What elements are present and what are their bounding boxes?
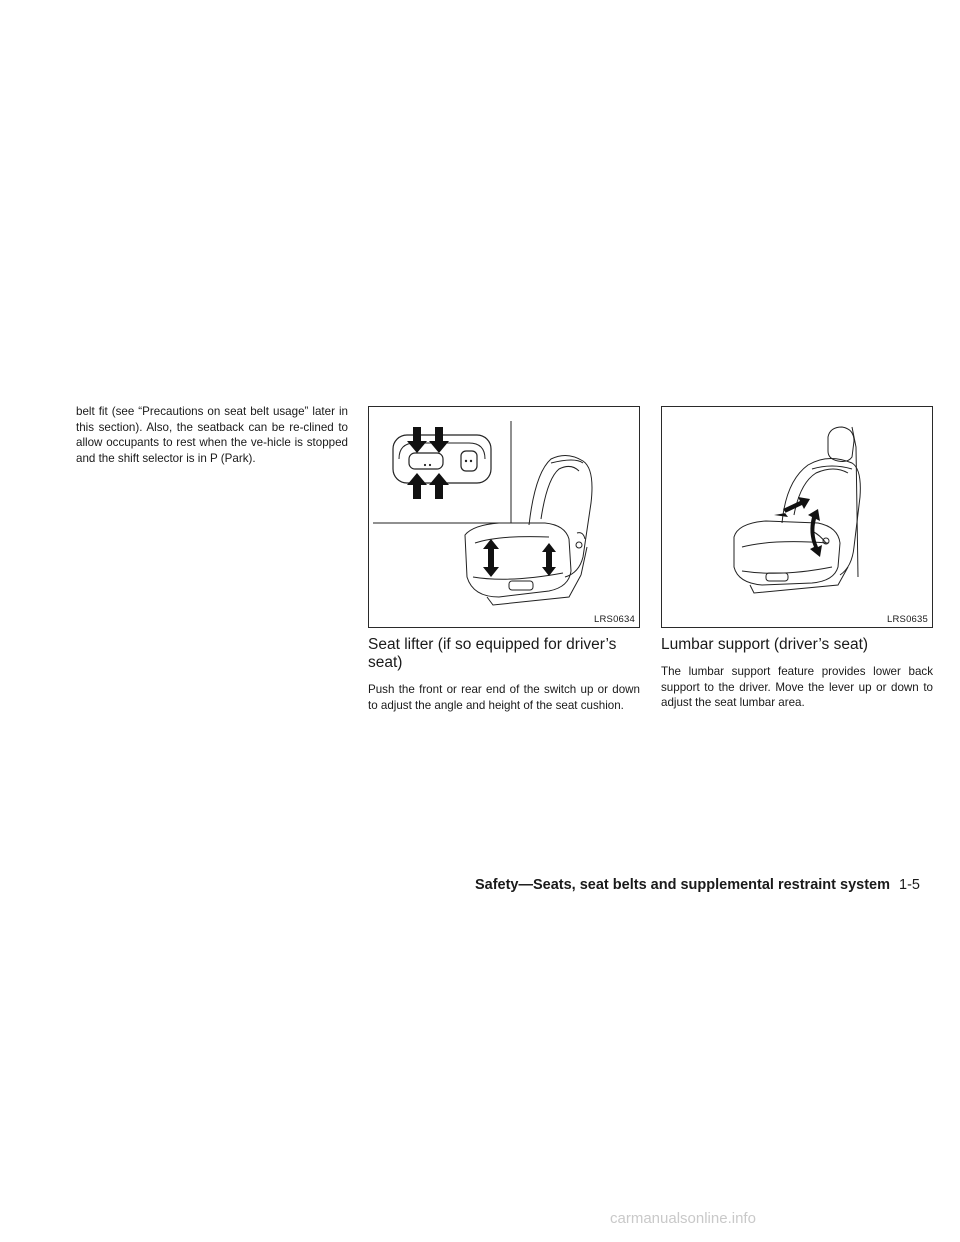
lumbar-body: The lumbar support feature provides lower back support to the driver. Move the lever up or down to adjust the seat lumbar area. (661, 665, 933, 710)
page-number: 1-5 (899, 877, 920, 893)
lift-arrows-icon (483, 539, 556, 577)
seat-lifter-heading: Seat lifter (if so equipped for driver’s seat) (368, 636, 617, 671)
seat-lifter-section (368, 406, 640, 713)
up-arrows-icon (407, 473, 449, 499)
lumbar-heading: Lumbar support (driver’s seat) (661, 636, 869, 653)
lumbar-section (661, 406, 933, 711)
lumbar-arrows-icon (774, 497, 822, 557)
watermark: carmanualsonline.info (610, 1210, 756, 1227)
chapter-title: Safety—Seats, seat belts and supplemental restraint system (474, 877, 890, 893)
seat-lifter-body: Push the front or rear end of the switch up or down to adjust the angle and height of the seat cushion. (368, 683, 640, 712)
seat-icon (734, 427, 860, 593)
intro-column (76, 404, 348, 466)
figure-id: LRS0634 (593, 614, 635, 625)
figure-id: LRS0635 (886, 614, 928, 625)
intro-paragraph: belt fit (see “Precautions on seat belt usage” later in this section). Also, the seatback can be re-clined to allow occupants to rest when the ve-hicle is stopped and the shift selector is in P (Park). (76, 405, 348, 465)
seat-lifter-figure (368, 406, 640, 628)
down-arrows-icon (407, 427, 449, 453)
seat-icon (465, 455, 592, 605)
lumbar-illustration (662, 407, 934, 629)
lumbar-figure (661, 406, 933, 628)
seat-lifter-illustration (369, 407, 641, 629)
